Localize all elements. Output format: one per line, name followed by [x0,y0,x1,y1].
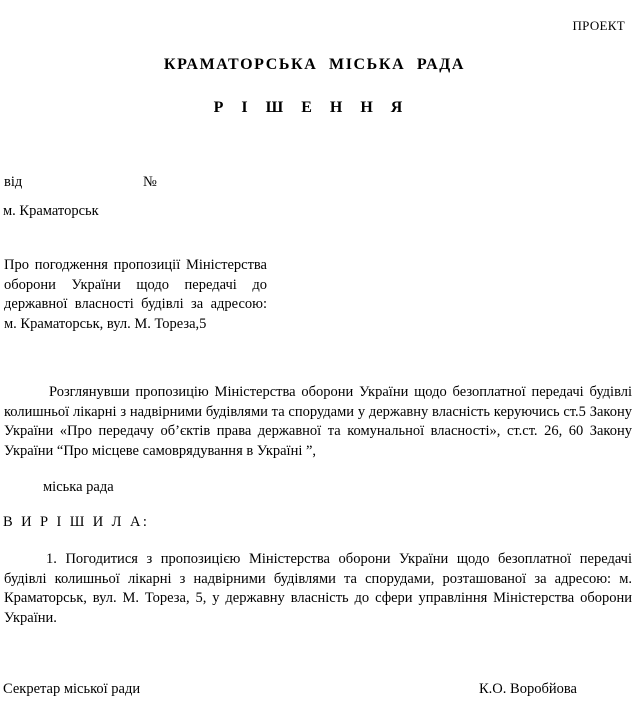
document-type-heading: Р І Ш Е Н Н Я [213,99,410,116]
preamble-paragraph: Розглянувши пропозицію Міністерства оборони України щодо безоплатної передачі будівлі колишньої лікарні з надвірними будівлями та спорудами у державну власність керуючись ст.5 Закону України «Про передачу об’єктів права державної та комунальної власності», ст.ст. 26, 60 Закону України “Про місцеве самоврядування в Україні ”, [4,384,632,459]
decision-subject: Про погодження пропозиції Міністерства оборони України щодо передачі до державної власності будівлі за адресою: м. Краматорськ, вул. М. Тореза,5 [4,257,267,332]
council-title: КРАМАТОРСЬКА МІСЬКА РАДА [163,56,466,73]
city-label: м. Краматорськ [3,203,99,219]
secretary-name: К.О. Воробйова [479,681,577,697]
council-line: міська рада [43,479,114,495]
decision-clause-1: 1. Погодитися з пропозицією Міністерства оборони України щодо безоплатної передачі будівлі колишньої лікарні з надвірними будівлями та спорудами, розташованої за адресою: м. Краматорськ, вул. М. Тореза, 5, у державну власність до сфери управління Міністерства оборони України. [4,551,632,626]
date-label: від [4,174,23,190]
number-label: № [143,174,157,190]
decision-word: В И Р І Ш И Л А: [3,514,150,530]
secretary-title: Секретар міської ради [3,681,141,697]
draft-mark: ПРОЕКТ [572,18,625,33]
